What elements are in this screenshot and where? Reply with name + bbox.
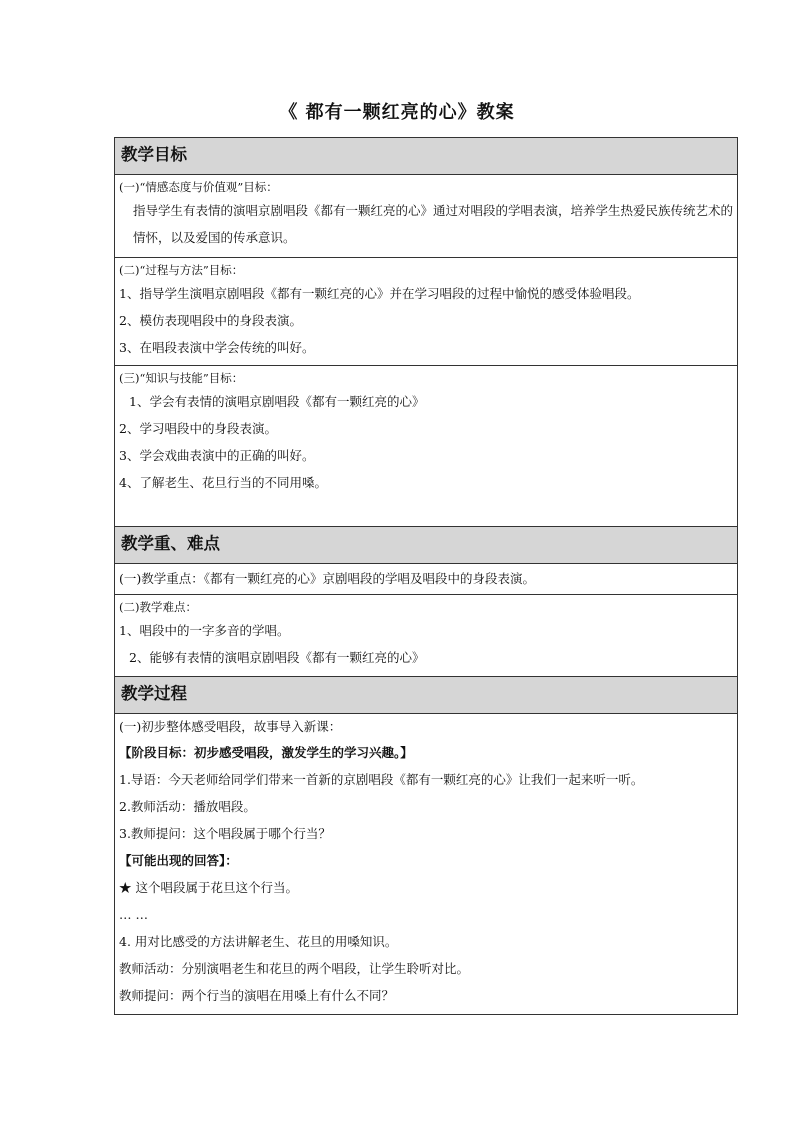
goal-process-item: 3、在唱段表演中学会传统的叫好。 [119, 340, 315, 355]
goal-knowledge-item: 4、了解老生、花旦行当的不同用嗓。 [119, 475, 327, 490]
goal-knowledge-item: 3、学会戏曲表演中的正确的叫好。 [119, 448, 315, 463]
process-line: (一)初步整体感受唱段，故事导入新课： [119, 719, 342, 734]
goal-knowledge-item: 1、学会有表情的演唱京剧唱段《都有一颗红亮的心》 [129, 394, 425, 409]
process-line: 教师提问：两个行当的演唱在用嗓上有什么不同？ [119, 988, 395, 1003]
goal-knowledge-heading: (三)“知识与技能”目标： [119, 371, 244, 385]
goal-process-heading: (二)“过程与方法”目标： [119, 263, 244, 277]
section-heading-teaching-process: 教学过程 [115, 677, 737, 714]
goal-emotion-cell [115, 175, 737, 258]
process-line: 4. 用对比感受的方法讲解老生、花旦的用嗓知识。 [119, 934, 398, 949]
goal-process-item: 2、模仿表现唱段中的身段表演。 [119, 313, 302, 328]
goal-emotion-body: 指导学生有表情的演唱京剧唱段《都有一颗红亮的心》通过对唱段的学唱表演，培养学生热爱民族传统艺术的情怀，以及爱国的传承意识。 [133, 203, 734, 245]
section-heading-key-points: 教学重、难点 [115, 527, 737, 564]
process-stage-goal: 【阶段目标：初步感受唱段，激发学生的学习兴趣。】 [119, 745, 413, 760]
teaching-process-cell [115, 714, 737, 1014]
goal-process-item: 1、指导学生演唱京剧唱段《都有一颗红亮的心》并在学习唱段的过程中愉悦的感受体验唱段。 [119, 286, 640, 301]
process-line: 教师活动：分别演唱老生和花旦的两个唱段，让学生聆听对比。 [119, 961, 470, 976]
lesson-plan-table [114, 137, 738, 1015]
difficulty-item: 1、唱段中的一字多音的学唱。 [119, 623, 290, 638]
process-ellipsis: … … [119, 907, 148, 922]
difficulty-heading: (二)教学难点： [119, 600, 197, 614]
process-possible-answers: 【可能出现的回答】： [119, 853, 238, 868]
process-line: 3.教师提问：这个唱段属于哪个行当？ [119, 826, 331, 841]
document-title: 《 都有一颗红亮的心》教案 [279, 102, 515, 123]
difficulty-cell [115, 595, 737, 677]
process-answer-star: ★ 这个唱段属于花旦这个行当。 [119, 880, 298, 895]
difficulty-item: 2、能够有表情的演唱京剧唱段《都有一颗红亮的心》 [129, 650, 425, 665]
process-line: 1.导语：今天老师给同学们带来一首新的京剧唱段《都有一颗红亮的心》让我们一起来听一听。 [119, 772, 644, 787]
goal-process-cell [115, 258, 737, 366]
key-point-text: (一)教学重点：《都有一颗红亮的心》京剧唱段的学唱及唱段中的身段表演。 [119, 571, 536, 586]
key-point-cell [115, 564, 737, 595]
goal-knowledge-item: 2、学习唱段中的身段表演。 [119, 421, 277, 436]
process-line: 2.教师活动：播放唱段。 [119, 799, 256, 814]
goal-knowledge-cell [115, 366, 737, 527]
goal-emotion-heading: (一)“情感态度与价值观”目标： [119, 180, 278, 194]
section-heading-teaching-goals: 教学目标 [115, 138, 737, 175]
